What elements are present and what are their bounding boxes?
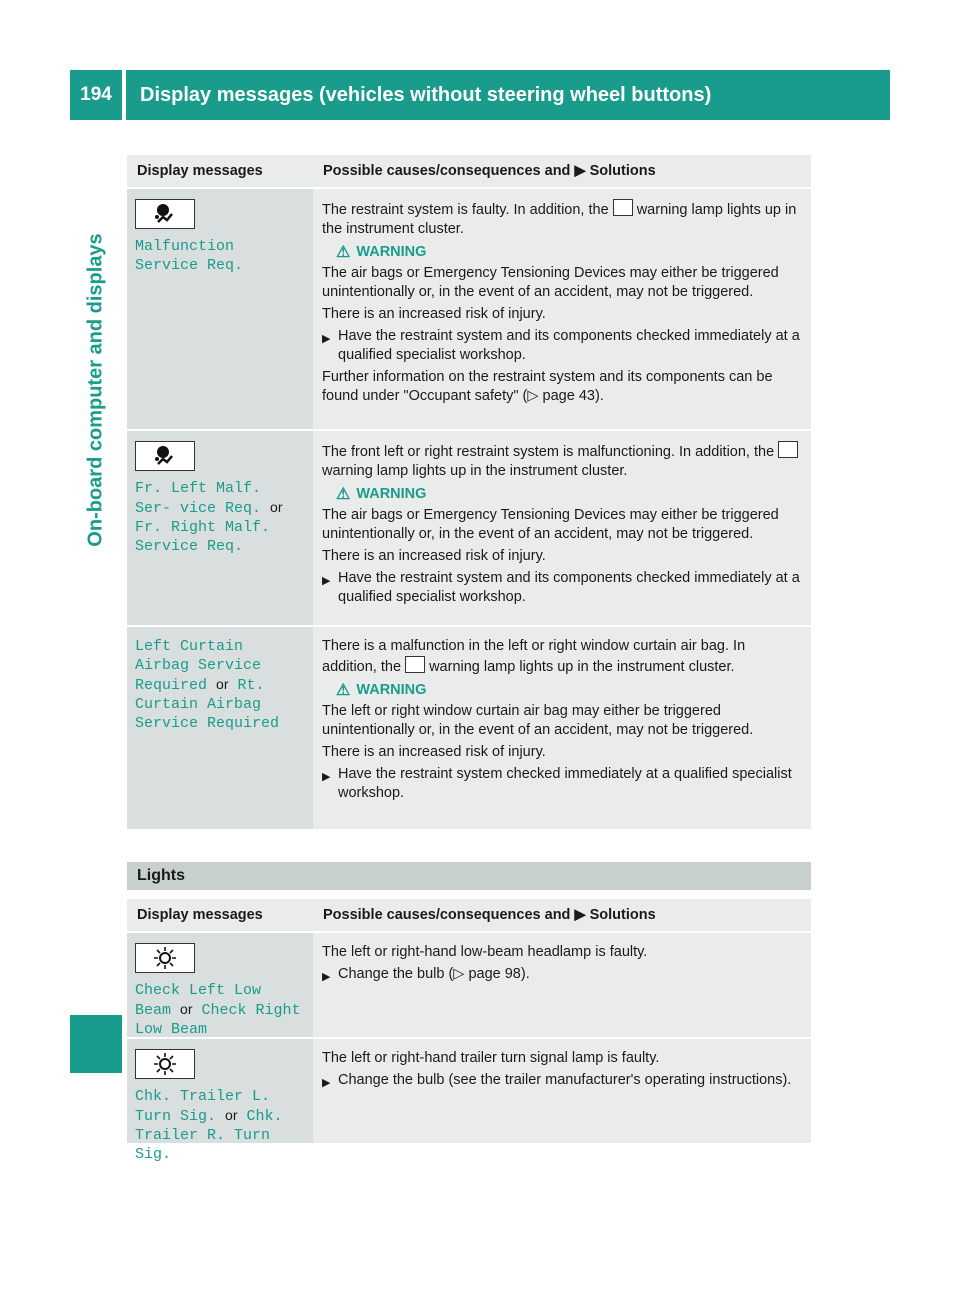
table-header	[127, 899, 811, 931]
arrow-icon: ▶	[322, 971, 331, 983]
message-cell	[127, 627, 313, 829]
lights-table	[127, 899, 811, 1163]
page-title: Display messages (vehicles without steering wheel buttons)	[126, 70, 890, 120]
cause-text: warning lamp lights up in the instrument cluster.	[322, 202, 797, 237]
arrow-icon: ▶	[322, 575, 331, 587]
display-message: Fr. Left Malf. Ser‐ vice Req.	[135, 480, 262, 517]
page-number: 194	[70, 70, 122, 120]
warning-triangle-icon: ⚠	[336, 486, 351, 503]
arrow-icon: ▶	[322, 333, 331, 345]
warning-text: The left or right window curtain air bag may either be triggered unintentionally or, in the event of an accident, may not be triggered.	[322, 703, 754, 738]
airbag-lamp-icon	[778, 441, 798, 458]
sidebar-label-container	[70, 140, 122, 640]
warning-heading: ⚠ WARNING	[336, 682, 427, 699]
warning-heading: ⚠ WARNING	[336, 486, 427, 503]
warning-text: There is an increased risk of injury.	[322, 306, 546, 322]
sidebar-tab-block	[70, 1015, 122, 1073]
warning-triangle-icon: ⚠	[336, 682, 351, 699]
cause-text: The left or right-hand low-beam headlamp is faulty.	[322, 944, 648, 960]
causes-cell	[313, 627, 811, 829]
table-row	[127, 625, 811, 829]
table-row	[127, 187, 811, 429]
solution-item: ▶ Have the restraint system and its components checked immediately at a qualified specialist workshop.	[322, 328, 800, 363]
display-message: Fr. Right Malf. Service Req.	[135, 519, 271, 555]
solution-item: ▶ Change the bulb (▷ page 98).	[322, 965, 803, 987]
airbag-lamp-icon	[405, 656, 425, 673]
message-cell	[127, 189, 313, 429]
sidebar-label: On-board computer and displays	[84, 233, 107, 547]
causes-cell	[313, 1039, 811, 1143]
warning-text: There is an increased risk of injury.	[322, 548, 546, 564]
solution-item: ▶ Change the bulb (see the trailer manufacturer's operating instructions).	[322, 1071, 803, 1093]
col-causes-solutions: Possible causes/consequences and ▶ Solutions	[323, 907, 656, 923]
message-cell	[127, 933, 313, 1037]
cause-text: The left or right-hand trailer turn signal lamp is faulty.	[322, 1050, 660, 1066]
display-messages-table	[127, 155, 811, 829]
table-row	[127, 429, 811, 625]
display-message: Rt. Curtain Airbag Service Required	[135, 677, 280, 732]
arrow-icon: ▶	[322, 771, 331, 783]
bulb-warning-icon	[135, 1049, 195, 1079]
causes-cell	[313, 431, 811, 625]
section-heading-lights: Lights	[127, 862, 811, 890]
warning-text: The air bags or Emergency Tensioning Devices may either be triggered unintentionally or, in the event of an accident, may not be triggered.	[322, 507, 779, 542]
cause-text: warning lamp lights up in the instrument cluster.	[429, 659, 735, 675]
col-display-messages: Display messages	[137, 163, 263, 179]
table-row	[127, 931, 811, 1037]
col-causes-solutions: Possible causes/consequences and ▶ Solutions	[323, 163, 656, 179]
cause-text: There is a malfunction in the left or right window curtain air bag. In addition, the	[322, 638, 746, 675]
or-text: or	[270, 499, 283, 515]
causes-cell	[313, 933, 811, 1037]
warning-triangle-icon: ⚠	[336, 244, 351, 261]
airbag-lamp-icon	[613, 199, 633, 216]
table-row	[127, 1037, 811, 1163]
page-header	[70, 70, 890, 120]
display-message: Chk. Trailer R. Turn Sig.	[135, 1108, 283, 1163]
display-message: Check Left Low Beam	[135, 982, 262, 1019]
cause-text: The restraint system is faulty. In addition, the	[322, 202, 609, 218]
or-text: or	[216, 676, 229, 692]
airbag-warning-icon	[135, 441, 195, 471]
display-message: Malfunction Service Req.	[135, 238, 244, 274]
warning-heading: ⚠ WARNING	[336, 244, 427, 261]
table-header	[127, 155, 811, 187]
display-message: Check Right Low Beam	[135, 1002, 301, 1038]
or-text: or	[225, 1107, 238, 1123]
solution-item: ▶ Have the restraint system and its components checked immediately at a qualified specialist workshop.	[322, 570, 800, 605]
or-text: or	[180, 1001, 193, 1017]
cause-text: The front left or right restraint system is malfunctioning. In addition, the	[322, 444, 775, 460]
display-message: Chk. Trailer L. Turn Sig.	[135, 1088, 271, 1125]
airbag-warning-icon	[135, 199, 195, 229]
message-cell	[127, 1039, 313, 1163]
display-message: Left Curtain Airbag Service Required	[135, 638, 262, 694]
col-display-messages: Display messages	[137, 907, 263, 923]
bulb-warning-icon	[135, 943, 195, 973]
warning-text: The air bags or Emergency Tensioning Devices may either be triggered unintentionally or, in the event of an accident, may not be triggered.	[322, 265, 779, 300]
warning-text: There is an increased risk of injury.	[322, 744, 546, 760]
solution-item: ▶ Have the restraint system checked immediately at a qualified specialist workshop.	[322, 766, 792, 801]
message-cell	[127, 431, 313, 625]
causes-cell	[313, 189, 811, 429]
cause-text: warning lamp lights up in the instrument cluster.	[322, 463, 628, 479]
arrow-icon: ▶	[322, 1077, 331, 1089]
further-info-text: Further information on the restraint system and its components can be found under "Occupant safety" (▷ page 43).	[322, 369, 773, 404]
